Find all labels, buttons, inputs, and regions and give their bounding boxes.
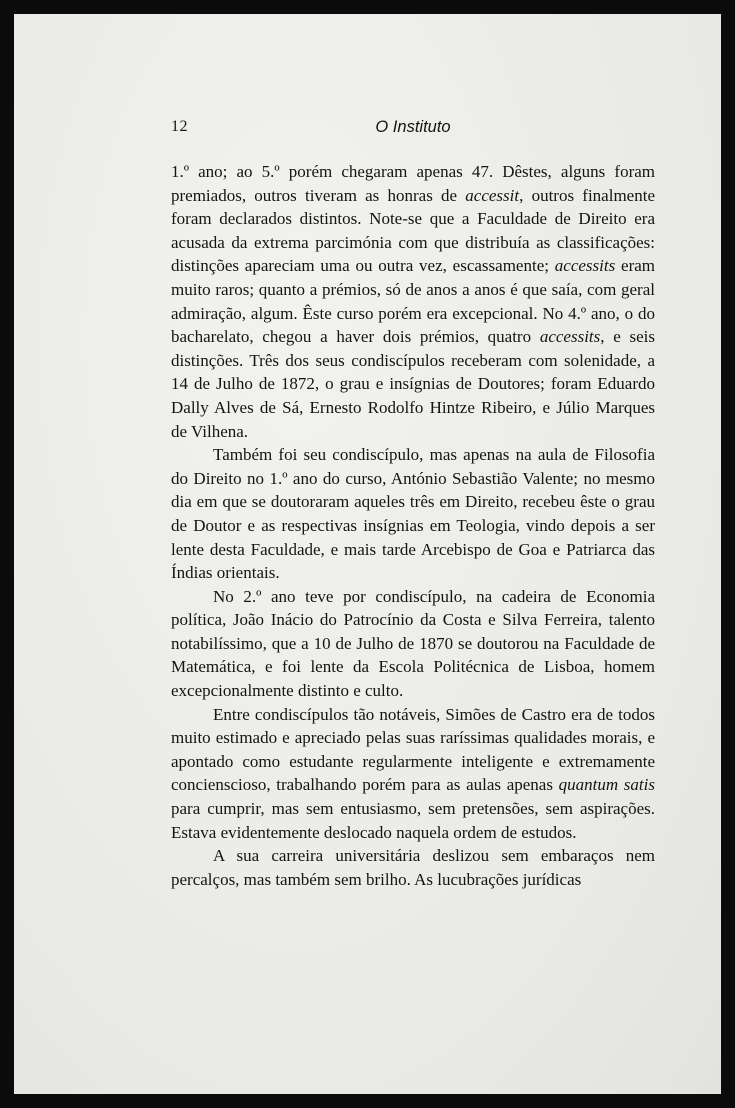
running-title: O Instituto xyxy=(375,118,451,136)
text-run: Também foi seu condiscípulo, mas apenas na aula de Filosofia do Direito no 1.º ano do curso, António Sebastião Valente; no mesmo dia em que se doutoraram aqueles três em Direito, recebeu êste o grau de Doutor e as respectivas insígnias em Teologia, vindo depois a ser lente desta Faculdade, e mais tarde Arcebispo de Goa e Patriarca das Índias orientais. xyxy=(171,445,655,583)
paragraph xyxy=(171,443,655,585)
italic-term: accessits xyxy=(554,256,616,276)
page-number: 12 xyxy=(171,118,188,135)
paragraph xyxy=(171,703,655,845)
paragraph xyxy=(171,585,655,703)
italic-term: quantum satis xyxy=(558,775,655,795)
text-run: , outros finalmente foram declarados distintos. Note-se que a Faculdade de Direito era acusada da extrema parcimónia com que distribuía as classificações: distinções apareciam uma ou outra vez, escassamente; xyxy=(171,185,655,276)
paragraph xyxy=(171,160,655,443)
italic-term: accessits xyxy=(539,327,601,347)
text-run: , e seis distinções. Três dos seus condiscípulos receberam com solenidade, a 14 de Julho de 1872, o grau e insígnias de Doutores; foram Eduardo Dally Alves de Sá, Ernesto Rodolfo Hintze Ribeiro, e Júlio Marques de Vilhena. xyxy=(171,327,656,441)
text-run: eram muito raros; quanto a prémios, só de anos a anos é que saía, com geral admiração, algum. Êste curso porém era excepcional. No 4.º ano, o do bacharelato, chegou a haver dois prémios, quatro xyxy=(171,256,655,347)
text-run: Entre condiscípulos tão notáveis, Simões de Castro era de todos muito estimado e apreciado pelas suas raríssimas qualidades morais, e apontado como estudante regularmente inteligente e extremamente concienscioso, trabalhando porém para as aulas apenas xyxy=(171,704,655,795)
body-text xyxy=(171,160,655,891)
text-run: No 2.º ano teve por condiscípulo, na cadeira de Economia política, João Inácio do Patrocínio da Costa e Silva Ferreira, talento notabilíssimo, que a 10 de Julho de 1870 se doutorou na Faculdade de Matemática, e foi lente da Escola Politécnica de Lisboa, homem excepcionalmente distinto e culto. xyxy=(171,586,655,701)
book-page xyxy=(14,14,721,1094)
text-run: A sua carreira universitária deslizou sem embaraços nem percalços, mas também sem brilho. As lucubrações jurídicas xyxy=(171,846,655,889)
text-run: para cumprir, mas sem entusiasmo, sem pretensões, sem aspirações. Estava evidentemente deslocado naquela ordem de estudos. xyxy=(171,799,655,842)
italic-term: accessit xyxy=(465,185,520,205)
text-run: 1.º ano; ao 5.º porém chegaram apenas 47. Dêstes, alguns foram premiados, outros tiveram as honras de xyxy=(171,162,655,205)
running-head xyxy=(171,118,655,142)
paragraph xyxy=(171,844,655,891)
